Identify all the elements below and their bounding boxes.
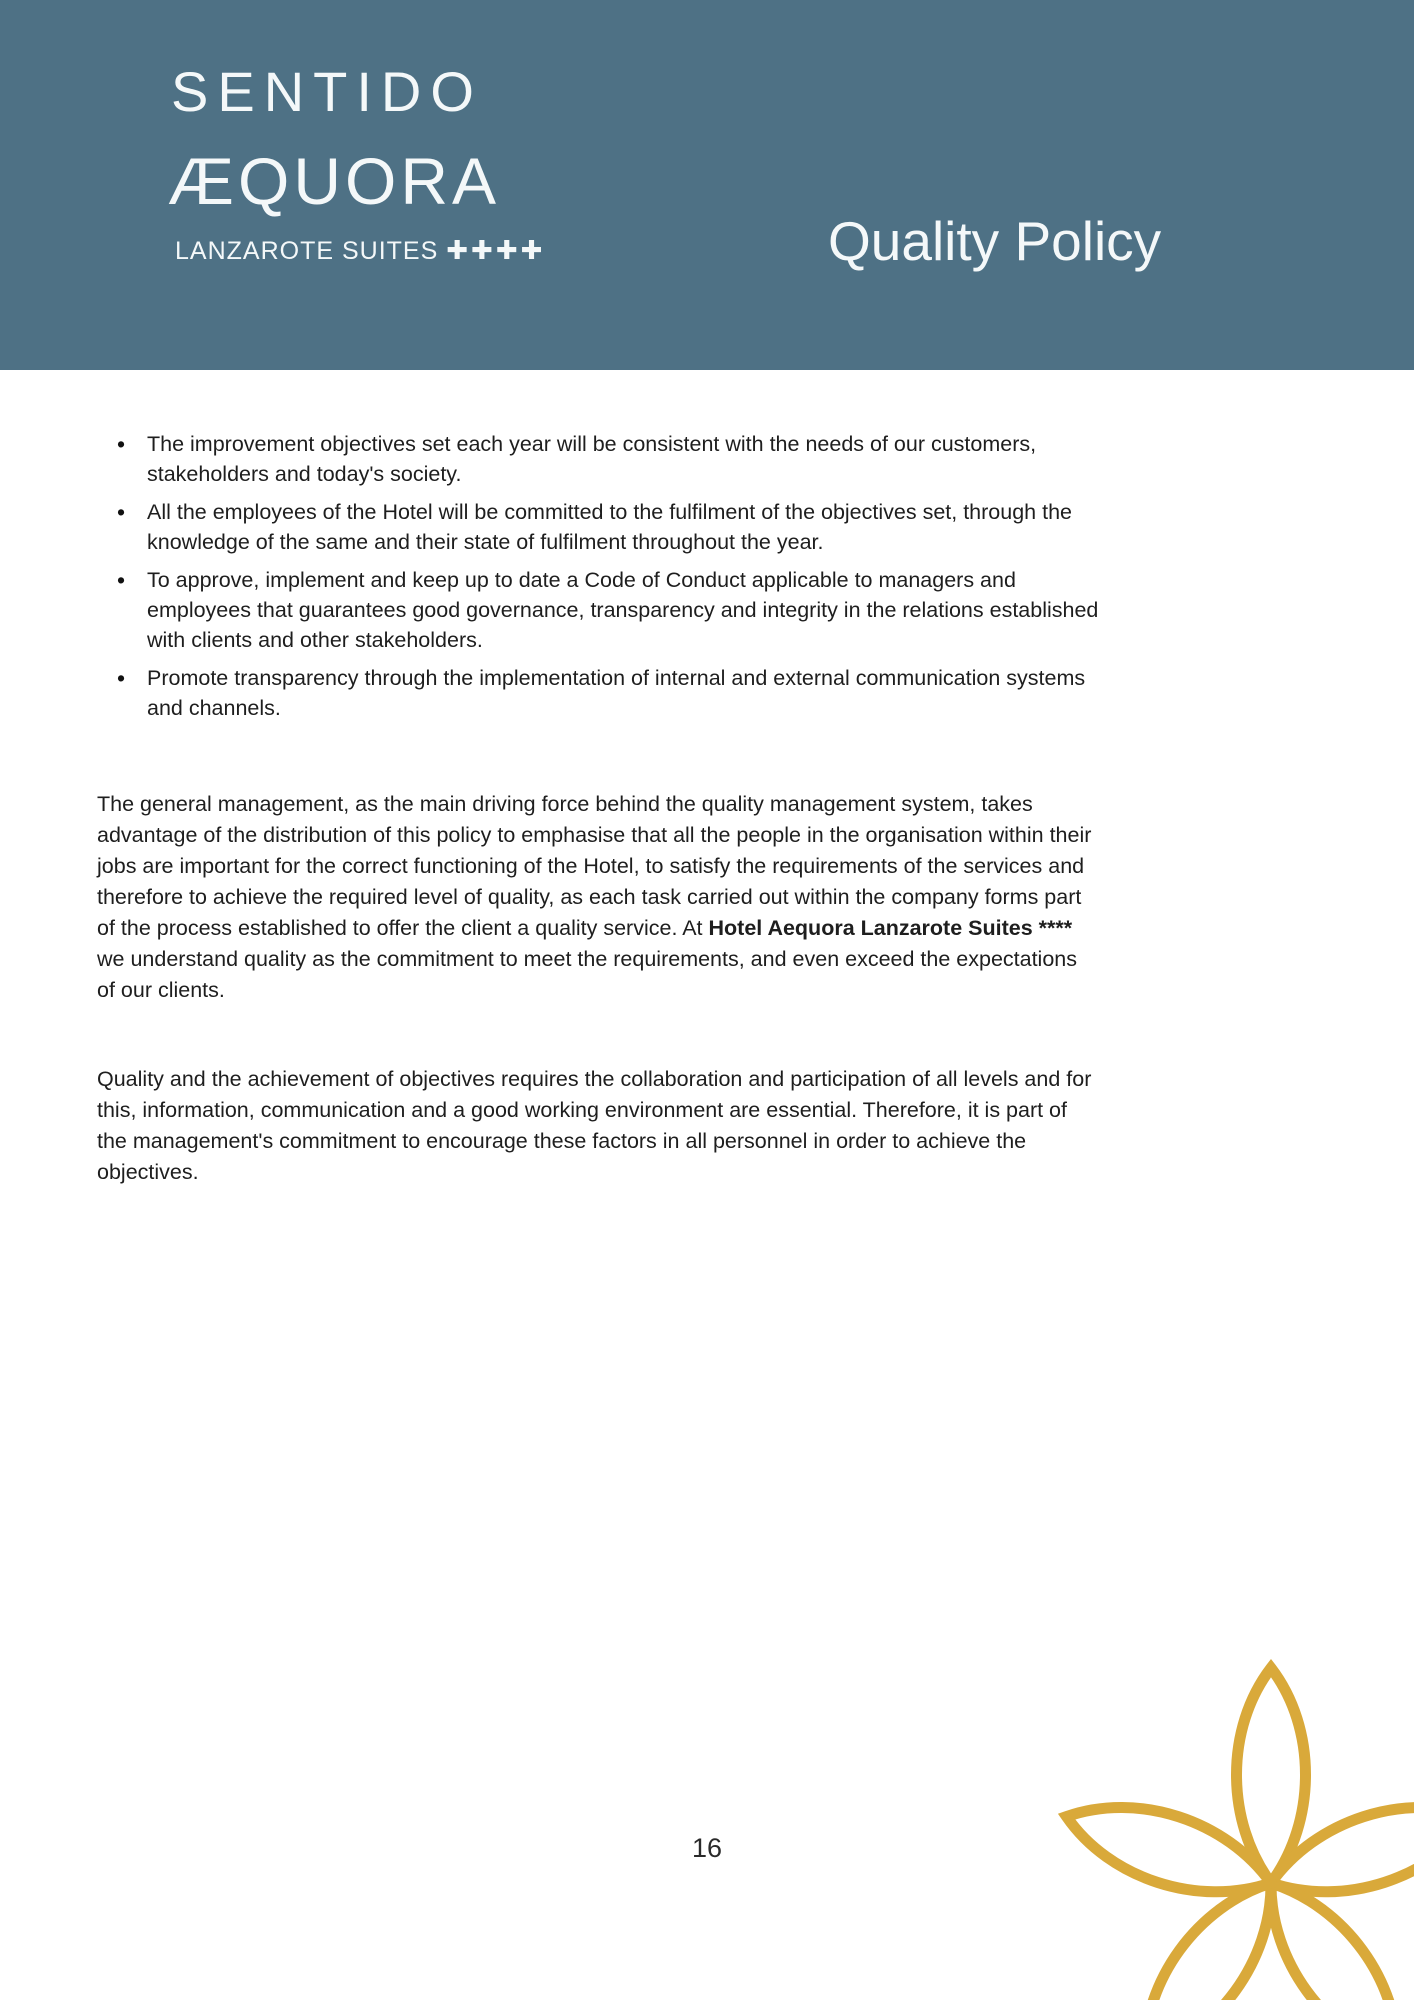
- bullet-text-line: • The improvement objectives set each year will be consistent with the needs of our customers,: [147, 432, 1037, 456]
- flower-petals: [1056, 1668, 1414, 2000]
- header-band: [0, 0, 1414, 370]
- paragraph-text-line: of our clients.: [97, 978, 225, 1002]
- paragraph-text-line: we understand quality as the commitment to meet the requirements, and even exceed the expectations: [97, 947, 1078, 971]
- paragraph-text: of the process established to offer the client a quality service. At: [97, 916, 709, 940]
- paragraph-quality: [97, 1064, 1347, 1188]
- list-item: [147, 663, 1327, 723]
- paragraph-text-line: jobs are important for the correct functioning of the Hotel, to satisfy the requirements of the services and: [97, 854, 1085, 878]
- list-item: [147, 497, 1327, 557]
- bullet-text-line: stakeholders and today's society.: [147, 462, 462, 486]
- logo-subtitle: [175, 237, 545, 264]
- page-number: 16: [691, 1833, 723, 1863]
- logo-name: ÆQUORA: [168, 144, 501, 218]
- page-title: Quality Policy: [828, 210, 1162, 272]
- flower-decoration-icon: [961, 1583, 1414, 2000]
- paragraph-text-line: The general management, as the main driving force behind the quality management system, takes: [97, 792, 1033, 816]
- paragraph-text-line: advantage of the distribution of this policy to emphasise that all the people in the organisation within their: [97, 823, 1092, 847]
- bullet-text-line: knowledge of the same and their state of fulfilment throughout the year.: [147, 530, 824, 554]
- paragraph-text-line: objectives.: [97, 1160, 199, 1184]
- logo-subtitle-text: LANZAROTE SUITES: [175, 237, 439, 265]
- bullet-text-line: • To approve, implement and keep up to date a Code of Conduct applicable to managers and: [147, 568, 1016, 592]
- logo-brand: SENTIDO: [171, 60, 483, 123]
- paragraph-text-line: Quality and the achievement of objectives requires the collaboration and participation of all levels and for: [97, 1067, 1092, 1091]
- paragraph-text-line: the management's commitment to encourage these factors in all personnel in order to achieve the: [97, 1129, 1027, 1153]
- bullet-text-line: and channels.: [147, 696, 281, 720]
- paragraph-management: [97, 789, 1347, 1006]
- four-stars-icon: ✚✚✚✚: [446, 235, 546, 265]
- paragraph-text-line: therefore to achieve the required level of quality, as each task carried out within the company forms part: [97, 885, 1082, 909]
- list-item: [147, 429, 1327, 489]
- list-item: [147, 565, 1327, 655]
- flower-petal: [1260, 1784, 1414, 1916]
- bullet-text-line: employees that guarantees good governance, transparency and integrity in the relations established: [147, 598, 1099, 622]
- bullet-text-line: • All the employees of the Hotel will be committed to the fulfilment of the objectives set, through the: [147, 500, 1072, 524]
- bullet-text-line: • Promote transparency through the implementation of internal and external communication systems: [147, 666, 1086, 690]
- policy-bullet-list: [147, 429, 1327, 731]
- hotel-name-bold: Hotel Aequora Lanzarote Suites ****: [708, 916, 1073, 940]
- paragraph-text-line: [97, 913, 1347, 944]
- paragraph-text-line: this, information, communication and a good working environment are essential. Therefore, it is part of: [97, 1098, 1067, 1122]
- bullet-text-line: with clients and other stakeholders.: [147, 628, 483, 652]
